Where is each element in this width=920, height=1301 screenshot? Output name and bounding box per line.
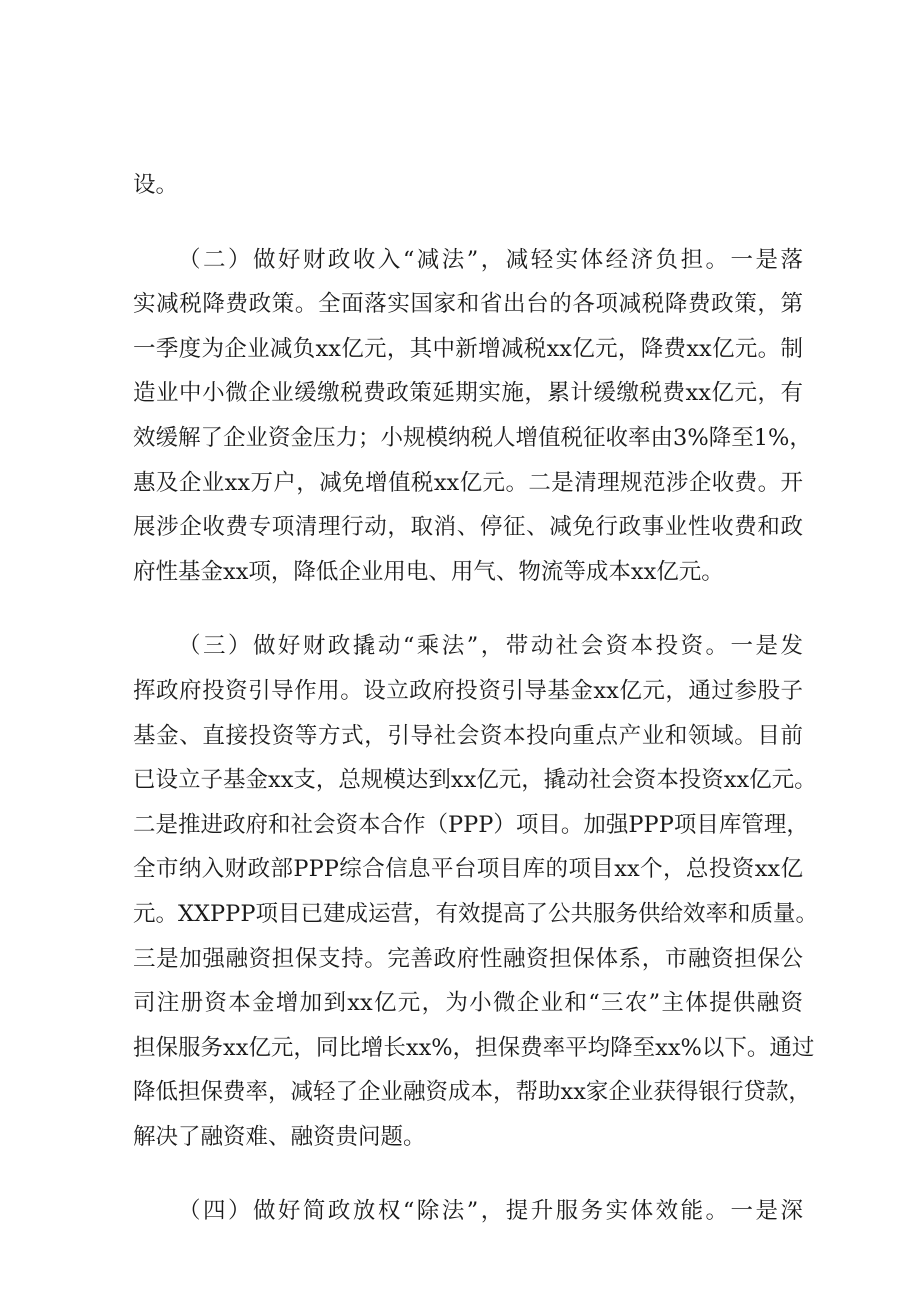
paragraph-line: 挥政府投资引导作用。设立政府投资引导基金xx亿元，通过参股子 <box>133 677 803 704</box>
paragraph-line: 府性基金xx项，降低企业用电、用气、物流等成本xx亿元。 <box>133 558 724 585</box>
paragraph-spacer <box>133 1159 803 1189</box>
paragraph-line: 实减税降费政策。全面落实国家和省出台的各项减税降费政策，第 <box>133 291 803 318</box>
paragraph-line: （二）做好财政收入“减法”，减轻实体经济负担。一是落 <box>178 246 803 273</box>
document-body <box>133 163 818 1234</box>
paragraph-line: （三）做好财政撬动“乘法”，带动社会资本投资。一是发 <box>178 633 803 660</box>
paragraph <box>133 624 818 1159</box>
paragraph-line: 降低担保费率，减轻了企业融资成本，帮助xx家企业获得银行贷款， <box>133 1079 811 1106</box>
paragraph-line: 三是加强融资担保支持。完善政府性融资担保体系，市融资担保公 <box>133 945 803 972</box>
paragraph <box>133 238 812 595</box>
paragraph-line: 展涉企收费专项清理行动，取消、停征、减免行政事业性收费和政 <box>133 514 803 541</box>
paragraph <box>133 1189 803 1234</box>
paragraph <box>133 163 803 208</box>
paragraph-line: 一季度为企业减负xx亿元，其中新增减税xx亿元，降费xx亿元。制 <box>133 335 803 362</box>
paragraph-line: 二是推进政府和社会资本合作（PPP）项目。加强PPP项目库管理， <box>133 811 809 838</box>
paragraph-spacer <box>133 208 803 238</box>
paragraph-line: 全市纳入财政部PPP综合信息平台项目库的项目xx个，总投资xx亿 <box>133 856 803 883</box>
paragraph-line: 解决了融资难、融资贵问题。 <box>133 1123 426 1150</box>
paragraph-line: 司注册资本金增加到xx亿元，为小微企业和“三农”主体提供融资 <box>133 990 803 1017</box>
paragraph-line: （四）做好简政放权“除法”，提升服务实体效能。一是深 <box>178 1198 803 1225</box>
paragraph-line: 元。XXPPP项目已建成运营，有效提高了公共服务供给效率和质量。 <box>133 900 818 927</box>
paragraph-line: 基金、直接投资等方式，引导社会资本投向重点产业和领域。目前 <box>133 722 803 749</box>
paragraph-line: 设。 <box>133 172 179 198</box>
paragraph-line: 已设立子基金xx支，总规模达到xx亿元，撬动社会资本投资xx亿元。 <box>133 767 817 794</box>
paragraph-line: 效缓解了企业资金压力；小规模纳税人增值税征收率由3%降至1%， <box>133 424 812 451</box>
paragraph-line: 担保服务xx亿元，同比增长xx%，担保费率平均降至xx%以下。通过 <box>133 1034 815 1061</box>
paragraph-line: 惠及企业xx万户，减免增值税xx亿元。二是清理规范涉企收费。开 <box>133 469 803 496</box>
paragraph-spacer <box>133 594 803 624</box>
paragraph-line: 造业中小微企业缓缴税费政策延期实施，累计缓缴税费xx亿元，有 <box>133 380 803 407</box>
